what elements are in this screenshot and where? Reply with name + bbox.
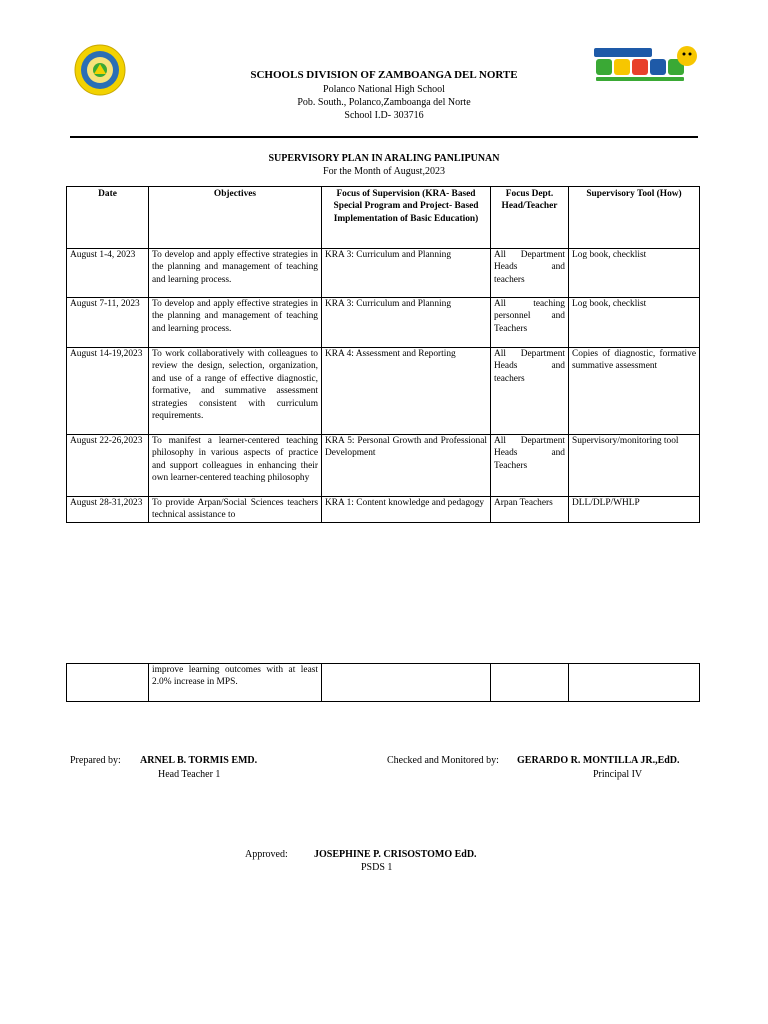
cell-date: August 1-4, 2023	[67, 249, 149, 298]
school-name: Polanco National High School	[323, 84, 445, 95]
cell-dept: All teaching personnel and Teachers	[491, 298, 569, 348]
table-row	[67, 664, 700, 702]
header-objectives: Objectives	[149, 187, 322, 249]
division-name: SCHOOLS DIVISION OF ZAMBOANGA DEL NORTE	[250, 69, 518, 81]
cell-date: August 22-26,2023	[67, 435, 149, 497]
cell-focus: KRA 5: Personal Growth and Professional Development	[322, 435, 491, 497]
approved-title: PSDS 1	[361, 862, 393, 873]
cell-objective: To develop and apply effective strategies in the planning and management of teaching and learning process.	[149, 249, 322, 298]
cell-objective: To develop and apply effective strategies in the planning and management of teaching and learning process.	[149, 298, 322, 348]
cell-date	[67, 664, 149, 702]
table-row	[67, 298, 700, 348]
header-focus: Focus of Supervision (KRA- Based Special Program and Project- Based Implementation of Basic Education)	[322, 187, 491, 249]
cell-objective: To manifest a learner-centered teaching philosophy in various aspects of practice and support colleagues in enhancing their own learner-centered teaching philosophy	[149, 435, 322, 497]
cell-dept: All Department Heads and teachers	[491, 348, 569, 435]
cell-focus: KRA 1: Content knowledge and pedagogy	[322, 497, 491, 523]
cell-tool: DLL/DLP/WHLP	[569, 497, 700, 523]
cell-dept: Arpan Teachers	[491, 497, 569, 523]
continuation-table	[66, 663, 700, 702]
cell-focus: KRA 3: Curriculum and Planning	[322, 249, 491, 298]
supervisory-plan-table	[66, 186, 700, 523]
checked-by-name: GERARDO R. MONTILLA JR.,EdD.	[517, 755, 680, 766]
cell-dept: All Department Heads and teachers	[491, 249, 569, 298]
header-date: Date	[67, 187, 149, 249]
approved-label: Approved:	[245, 849, 288, 860]
cell-tool: Log book, checklist	[569, 249, 700, 298]
cell-dept: All Department Heads and Teachers	[491, 435, 569, 497]
cell-focus: KRA 4: Assessment and Reporting	[322, 348, 491, 435]
table-row	[67, 348, 700, 435]
checked-by-title: Principal IV	[593, 769, 643, 780]
header-divider	[70, 136, 698, 138]
prepared-by-name: ARNEL B. TORMIS EMD.	[140, 755, 258, 766]
table-row	[67, 249, 700, 298]
prepared-by-title: Head Teacher 1	[158, 769, 221, 780]
table-row	[67, 497, 700, 523]
table-header-row	[67, 187, 700, 249]
header-dept: Focus Dept. Head/Teacher	[491, 187, 569, 249]
cell-date: August 14-19,2023	[67, 348, 149, 435]
cell-dept	[491, 664, 569, 702]
cell-objective: To provide Arpan/Social Sciences teachers technical assistance to	[149, 497, 322, 523]
cell-tool	[569, 664, 700, 702]
prepared-by-label: Prepared by:	[70, 755, 121, 766]
cell-focus	[322, 664, 491, 702]
cell-tool: Copies of diagnostic, formative summative assessment	[569, 348, 700, 435]
cell-tool: Supervisory/monitoring tool	[569, 435, 700, 497]
cell-tool: Log book, checklist	[569, 298, 700, 348]
header-tool: Supervisory Tool (How)	[569, 187, 700, 249]
document-title: SUPERVISORY PLAN IN ARALING PANLIPUNAN	[268, 153, 500, 164]
cell-date: August 28-31,2023	[67, 497, 149, 523]
school-address: Pob. South., Polanco,Zamboanga del Norte	[297, 97, 471, 108]
cell-objective: To work collaboratively with colleagues to review the design, selection, organization, and use of a range of effective diagnostic, formative, and summative assessment strategies consistent with curriculum requirements.	[149, 348, 322, 435]
document-subtitle: For the Month of August,2023	[323, 166, 445, 177]
cell-objective: improve learning outcomes with at least 2.0% increase in MPS.	[149, 664, 322, 702]
cell-focus: KRA 3: Curriculum and Planning	[322, 298, 491, 348]
school-id: School I.D- 303716	[344, 110, 424, 121]
cell-date: August 7-11, 2023	[67, 298, 149, 348]
table-row	[67, 435, 700, 497]
approved-name: JOSEPHINE P. CRISOSTOMO EdD.	[314, 849, 477, 860]
checked-by-label: Checked and Monitored by:	[387, 755, 499, 766]
